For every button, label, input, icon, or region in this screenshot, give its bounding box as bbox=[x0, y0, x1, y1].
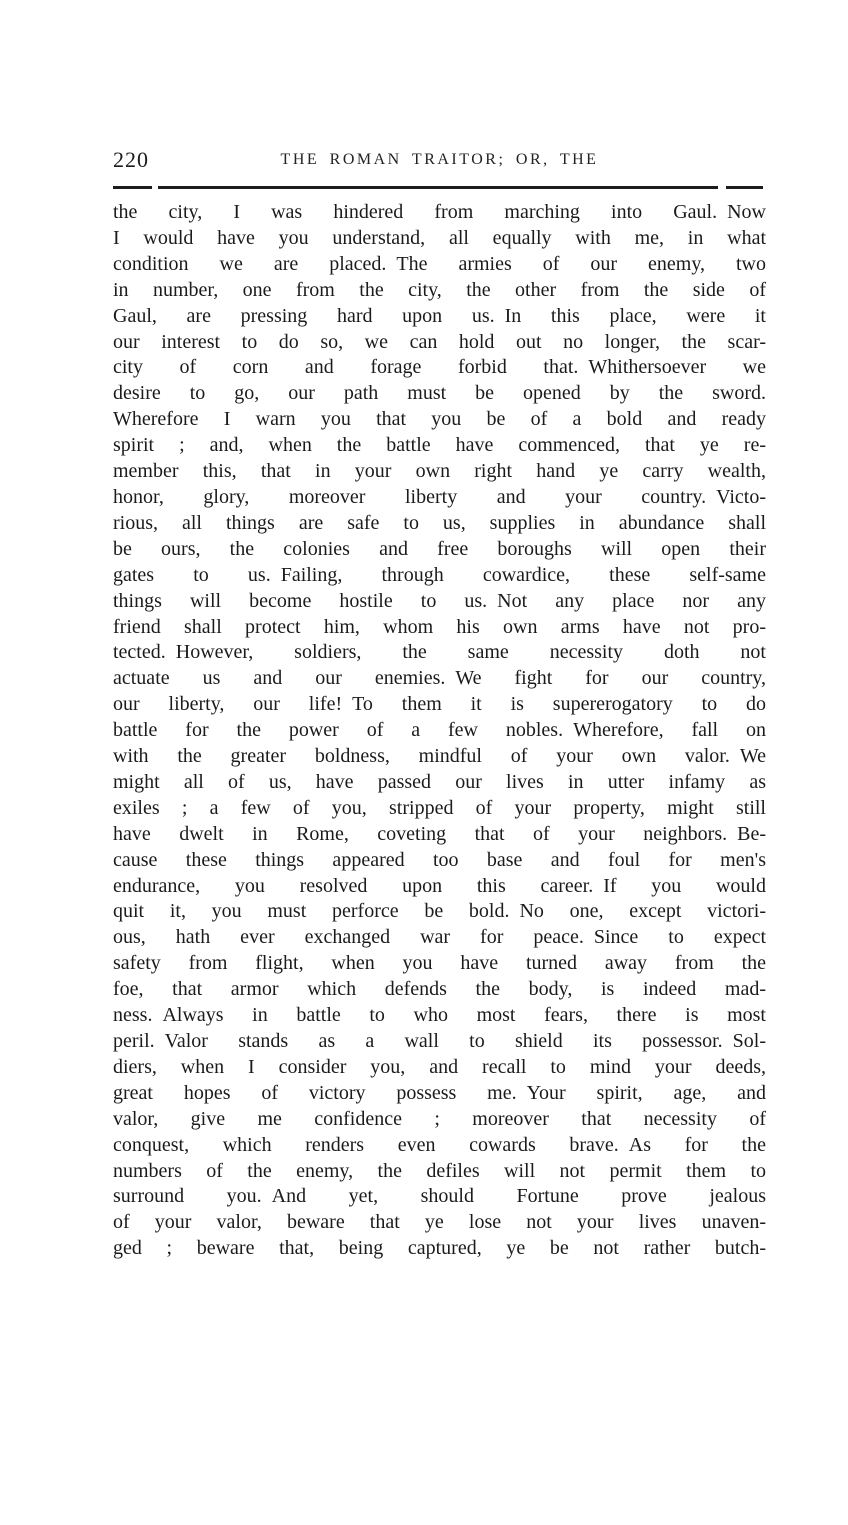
text-line: surround you. And yet, should Fortune prove jealous bbox=[113, 1185, 766, 1208]
text-line: battle for the power of a few nobles. Wherefore, fall on bbox=[113, 719, 766, 742]
text-line: Wherefore I warn you that you be of a bold and ready bbox=[113, 408, 766, 431]
text-line: safety from flight, when you have turned away from the bbox=[113, 952, 766, 975]
text-line: our liberty, our life! To them it is supererogatory to do bbox=[113, 693, 766, 716]
text-line: be ours, the colonies and free boroughs will open their bbox=[113, 537, 766, 560]
text-line: actuate us and our enemies. We fight for our country, bbox=[113, 667, 766, 690]
text-line: might all of us, have passed our lives in utter infamy as bbox=[113, 770, 766, 793]
text-line: cause these things appeared too base and foul for men's bbox=[113, 848, 766, 871]
page-header bbox=[113, 147, 766, 179]
text-line: conquest, which renders even cowards brave. As for the bbox=[113, 1133, 766, 1156]
text-line: the city, I was hindered from marching into Gaul. Now bbox=[113, 201, 766, 223]
text-line: our interest to do so, we can hold out no longer, the scar- bbox=[113, 330, 766, 353]
running-title: THE ROMAN TRAITOR; OR, THE bbox=[280, 151, 599, 168]
text-line: things will become hostile to us. Not any place nor any bbox=[113, 589, 766, 612]
text-line: foe, that armor which defends the body, is indeed mad- bbox=[113, 978, 766, 1001]
text-line: numbers of the enemy, the defiles will not permit them to bbox=[113, 1159, 766, 1182]
text-line: city of corn and forage forbid that. Whithersoever we bbox=[113, 356, 766, 379]
text-line: condition we are placed. The armies of our enemy, two bbox=[113, 252, 766, 275]
text-line: member this, that in your own right hand ye carry wealth, bbox=[113, 460, 766, 483]
text-line: peril. Valor stands as a wall to shield its possessor. Sol- bbox=[113, 1030, 766, 1052]
text-line: rious, all things are safe to us, supplies in abundance shall bbox=[113, 511, 766, 534]
text-line: have dwelt in Rome, coveting that of your neighbors. Be- bbox=[113, 822, 766, 845]
text-line: ous, hath ever exchanged war for peace. Since to expect bbox=[113, 926, 766, 949]
text-line: with the greater boldness, mindful of your own valor. We bbox=[113, 745, 766, 768]
text-line: I would have you understand, all equally with me, in what bbox=[113, 226, 766, 249]
text-line: endurance, you resolved upon this career. If you would bbox=[113, 874, 766, 897]
text-line: gates to us. Failing, through cowardice, these self-same bbox=[113, 563, 766, 586]
text-line: of your valor, beware that ye lose not your lives unaven- bbox=[113, 1211, 766, 1234]
text-line: diers, when I consider you, and recall to mind your deeds, bbox=[113, 1055, 766, 1078]
text-line: ness. Always in battle to who most fears, there is most bbox=[113, 1004, 766, 1027]
text-line: ged ; beware that, being captured, ye be not rather butch- bbox=[113, 1237, 766, 1260]
header-rule bbox=[113, 186, 763, 189]
text-line: great hopes of victory possess me. Your spirit, age, and bbox=[113, 1081, 766, 1104]
text-line: valor, give me confidence ; moreover that necessity of bbox=[113, 1107, 766, 1130]
text-line: in number, one from the city, the other from the side of bbox=[113, 278, 766, 301]
text-line: tected. However, soldiers, the same necessity doth not bbox=[113, 641, 766, 664]
text-line: exiles ; a few of you, stripped of your property, might still bbox=[113, 796, 766, 819]
text-line: honor, glory, moreover liberty and your country. Victo- bbox=[113, 485, 766, 508]
text-line: desire to go, our path must be opened by the sword. bbox=[113, 382, 766, 405]
text-line: Gaul, are pressing hard upon us. In this place, were it bbox=[113, 304, 766, 327]
body-text bbox=[113, 200, 766, 1262]
text-line: friend shall protect him, whom his own arms have not pro- bbox=[113, 615, 766, 638]
page-number: 220 bbox=[113, 147, 149, 172]
text-line: spirit ; and, when the battle have commenced, that ye re- bbox=[113, 434, 766, 457]
text-line: quit it, you must perforce be bold. No one, except victori- bbox=[113, 900, 766, 923]
